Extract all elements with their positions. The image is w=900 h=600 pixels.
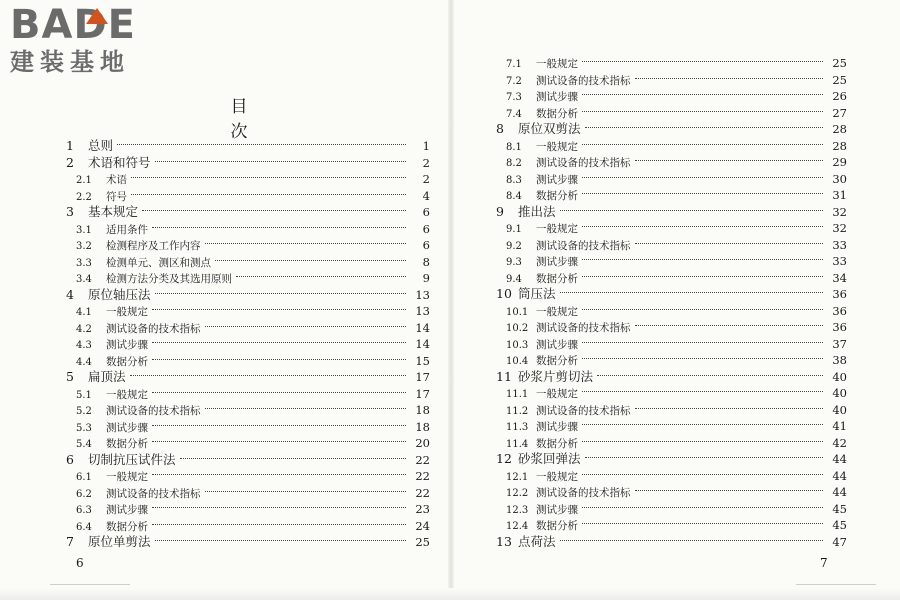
toc-entry-page: 22 — [415, 469, 430, 483]
toc-entry-page: 36 — [832, 320, 847, 334]
toc-entry-number: 4.1 — [76, 307, 92, 318]
toc-entry-number: 9.1 — [506, 224, 522, 235]
toc-leader-dots — [635, 407, 824, 409]
toc-entry-number: 5.1 — [76, 389, 92, 401]
toc-entry-number: 11.2 — [506, 405, 529, 417]
toc-leader-dots — [582, 192, 823, 194]
toc-entry-label: 测试步骤 — [536, 91, 578, 103]
toc-entry-number: 6.3 — [76, 505, 92, 516]
toc-entry-number: 8.2 — [506, 158, 522, 169]
toc-entry-number: 11 — [496, 368, 512, 384]
toc-entry-number: 6.2 — [76, 488, 92, 500]
toc-leader-dots — [582, 357, 823, 359]
toc-entry-label: 术语和符号 — [88, 154, 151, 170]
toc-entry-number: 2.1 — [76, 175, 92, 186]
toc-leader-dots — [582, 176, 823, 178]
toc-entry-label: 测试设备的技术指标 — [536, 239, 631, 252]
toc-leader-dots — [582, 258, 823, 260]
toc-entry-label: 数据分析 — [106, 355, 148, 368]
toc-entry-page: 18 — [415, 403, 430, 417]
toc-entry-label: 检测方法分类及其选用原则 — [106, 273, 232, 285]
toc-entry-page: 17 — [415, 370, 430, 384]
toc-leader-dots — [152, 391, 406, 393]
toc-entry-page: 2 — [422, 155, 430, 170]
toc-entry-label: 适用条件 — [106, 223, 148, 236]
toc-leader-dots — [155, 160, 406, 162]
toc-section-entry[interactable] — [492, 88, 847, 105]
toc-entry-number: 4.3 — [76, 340, 92, 351]
toc-section-entry[interactable] — [62, 435, 430, 452]
toc-entry-number: 8.4 — [506, 191, 522, 202]
toc-entry-page: 28 — [832, 138, 847, 153]
toc-entry-number: 9 — [496, 203, 504, 219]
toc-leader-dots — [560, 291, 823, 293]
toc-entry-number: 5 — [66, 369, 74, 384]
toc-section-entry[interactable] — [492, 171, 847, 188]
toc-leader-dots — [582, 225, 823, 227]
toc-leader-dots — [205, 490, 407, 492]
toc-entry-page: 32 — [832, 221, 847, 235]
toc-chapter-entry[interactable] — [492, 369, 847, 386]
toc-entry-label: 扁顶法 — [88, 369, 126, 384]
toc-leader-dots — [635, 242, 824, 244]
toc-leader-dots — [205, 407, 407, 409]
toc-chapter-entry[interactable] — [62, 204, 430, 221]
toc-entry-label: 一般规定 — [536, 58, 578, 70]
toc-entry-page: 20 — [415, 436, 430, 450]
toc-leader-dots — [152, 506, 406, 508]
toc-section-entry[interactable] — [62, 501, 430, 518]
toc-entry-label: 筒压法 — [518, 286, 556, 301]
toc-entry-number: 6.4 — [76, 521, 92, 533]
toc-entry-number: 5.2 — [76, 406, 92, 417]
toc-section-entry[interactable] — [492, 385, 847, 402]
toc-section-entry[interactable] — [492, 517, 847, 534]
toc-entry-page: 44 — [832, 468, 847, 483]
toc-entry-label: 一般规定 — [536, 140, 578, 153]
toc-entry-page: 22 — [415, 485, 430, 500]
toc-section-entry[interactable] — [492, 55, 847, 72]
toc-entry-page: 25 — [832, 72, 847, 87]
toc-entry-label: 一般规定 — [106, 306, 148, 318]
toc-entry-page: 45 — [832, 501, 847, 516]
toc-leader-dots — [152, 523, 406, 525]
toc-entry-number: 1 — [66, 138, 74, 153]
toc-section-entry[interactable] — [492, 187, 847, 204]
toc-entry-page: 18 — [415, 419, 430, 434]
toc-section-entry[interactable] — [62, 320, 430, 337]
toc-section-entry[interactable] — [62, 468, 430, 485]
toc-entry-page: 27 — [832, 105, 847, 120]
toc-section-entry[interactable] — [492, 270, 847, 287]
toc-entry-label: 一般规定 — [106, 471, 148, 483]
toc-entry-page: 25 — [832, 56, 847, 70]
toc-entry-page: 44 — [832, 452, 847, 466]
toc-entry-number: 12.3 — [506, 504, 529, 516]
left-footer-rule — [50, 584, 130, 585]
toc-entry-number: 5.4 — [76, 439, 92, 450]
toc-entry-page: 33 — [832, 254, 847, 268]
toc-section-entry[interactable] — [492, 237, 847, 254]
toc-entry-page: 6 — [422, 238, 430, 252]
toc-entry-number: 9.3 — [506, 257, 522, 268]
toc-section-entry[interactable] — [492, 501, 847, 518]
toc-entry-label: 推出法 — [518, 203, 556, 219]
toc-leader-dots — [155, 539, 406, 541]
toc-entry-page: 40 — [832, 369, 847, 384]
toc-leader-dots — [205, 325, 407, 327]
toc-section-entry[interactable] — [62, 419, 430, 436]
toc-leader-dots — [560, 539, 823, 541]
toc-entry-label: 数据分析 — [536, 355, 578, 367]
toc-entry-number: 7.1 — [506, 59, 522, 70]
toc-entry-label: 切制抗压试件法 — [88, 451, 176, 467]
toc-section-entry[interactable] — [62, 221, 430, 238]
toc-entry-number: 10.4 — [506, 356, 529, 367]
toc-entry-number: 13 — [496, 533, 512, 549]
toc-entry-label: 数据分析 — [536, 107, 578, 120]
toc-entry-label: 一般规定 — [536, 388, 578, 400]
toc-leader-dots — [180, 457, 406, 459]
toc-entry-page: 40 — [832, 402, 847, 417]
toc-leader-dots — [117, 143, 406, 145]
toc-leader-dots — [582, 308, 823, 310]
toc-entry-number: 4.4 — [76, 356, 92, 368]
toc-entry-label: 数据分析 — [536, 520, 578, 532]
toc-entry-page: 24 — [415, 518, 430, 533]
toc-entry-page: 14 — [415, 337, 430, 351]
toc-leader-dots — [205, 242, 407, 244]
toc-section-entry[interactable] — [492, 303, 847, 320]
toc-entry-label: 符号 — [106, 190, 127, 203]
toc-entry-number: 3 — [66, 204, 74, 219]
toc-section-entry[interactable] — [492, 72, 847, 89]
toc-entry-number: 3.4 — [76, 274, 92, 285]
toc-entry-label: 数据分析 — [536, 272, 578, 285]
toc-section-entry[interactable] — [62, 402, 430, 419]
toc-section-entry[interactable] — [62, 386, 430, 403]
toc-entry-page: 29 — [832, 155, 847, 169]
toc-entry-label: 原位双剪法 — [518, 121, 581, 136]
toc-entry-page: 30 — [832, 171, 847, 186]
toc-leader-dots — [582, 473, 823, 475]
toc-chapter-entry[interactable] — [62, 155, 430, 172]
toc-leader-dots — [582, 143, 823, 145]
toc-leader-dots — [582, 110, 823, 112]
toc-entry-label: 测试步骤 — [536, 338, 578, 351]
toc-entry-number: 2 — [66, 154, 74, 170]
toc-entry-number: 10 — [496, 286, 512, 301]
toc-entry-number: 12.4 — [506, 521, 529, 532]
toc-entry-label: 测试步骤 — [106, 504, 148, 516]
toc-entry-number: 7 — [66, 534, 74, 549]
toc-chapter-entry[interactable] — [492, 451, 847, 468]
toc-entry-label: 一般规定 — [536, 223, 578, 235]
toc-section-entry[interactable] — [492, 336, 847, 353]
toc-chapter-entry[interactable] — [492, 286, 847, 303]
toc-entry-label: 一般规定 — [536, 305, 578, 318]
toc-entry-label: 测试设备的技术指标 — [106, 405, 201, 417]
toc-section-entry[interactable] — [492, 319, 847, 336]
toc-entry-page: 47 — [832, 534, 847, 549]
toc-entry-number: 7.3 — [506, 92, 522, 103]
toc-entry-number: 12.2 — [506, 488, 529, 499]
toc-entry-label: 测试设备的技术指标 — [106, 487, 201, 500]
bade-logo — [10, 4, 180, 76]
toc-entry-number: 5.3 — [76, 422, 92, 434]
toc-entry-page: 14 — [415, 320, 430, 335]
toc-section-entry[interactable] — [62, 518, 430, 535]
toc-entry-label: 测试设备的技术指标 — [106, 322, 201, 335]
toc-entry-number: 12 — [496, 451, 512, 466]
toc-entry-label: 总则 — [88, 138, 114, 153]
toc-entry-page: 23 — [415, 502, 430, 516]
toc-entry-page: 31 — [832, 188, 847, 202]
toc-entry-page: 2 — [422, 172, 430, 186]
toc-chapter-entry[interactable] — [492, 121, 847, 138]
toc-entry-number: 6.1 — [76, 472, 92, 483]
toc-entry-page: 6 — [422, 205, 430, 219]
toc-leader-dots — [215, 259, 406, 261]
toc-entry-label: 数据分析 — [106, 520, 148, 533]
toc-entry-page: 34 — [832, 270, 847, 285]
toc-section-entry[interactable] — [62, 171, 430, 188]
toc-entry-number: 6 — [66, 451, 74, 467]
toc-leader-dots — [582, 93, 823, 95]
logo-brand-text: BADE — [10, 2, 136, 48]
toc-entry-page: 37 — [832, 336, 847, 351]
toc-leader-dots — [152, 341, 406, 343]
toc-right-column — [492, 55, 847, 550]
page-gutter — [448, 0, 454, 600]
toc-entry-label: 测试步骤 — [536, 503, 578, 516]
toc-section-entry[interactable] — [492, 402, 847, 419]
toc-section-entry[interactable] — [492, 435, 847, 452]
toc-leader-dots — [236, 275, 406, 277]
toc-entry-label: 测试步骤 — [536, 256, 578, 268]
toc-leader-dots — [582, 390, 823, 392]
toc-section-entry[interactable] — [62, 336, 430, 353]
toc-entry-page: 36 — [832, 287, 847, 301]
toc-entry-number: 7.4 — [506, 108, 522, 120]
toc-entry-label: 测试设备的技术指标 — [536, 487, 631, 499]
toc-entry-number: 8.1 — [506, 141, 522, 153]
toc-entry-number: 12.1 — [506, 471, 529, 483]
toc-entry-number: 8 — [496, 121, 504, 136]
toc-leader-dots — [155, 292, 406, 294]
toc-left-column — [62, 138, 430, 551]
toc-entry-label: 数据分析 — [106, 438, 148, 450]
toc-entry-label: 测试步骤 — [536, 421, 578, 433]
toc-entry-number: 7.2 — [506, 75, 522, 87]
toc-entry-label: 数据分析 — [536, 190, 578, 202]
toc-entry-page: 40 — [832, 386, 847, 400]
toc-leader-dots — [131, 176, 406, 178]
toc-entry-label: 一般规定 — [106, 388, 148, 401]
right-footer-rule — [796, 584, 876, 585]
toc-leader-dots — [152, 473, 406, 475]
toc-entry-number: 11.4 — [506, 438, 529, 450]
toc-entry-number: 10.3 — [506, 339, 529, 351]
toc-section-entry[interactable] — [62, 254, 430, 271]
toc-entry-number: 3.3 — [76, 257, 92, 269]
toc-section-entry[interactable] — [62, 270, 430, 287]
toc-entry-number: 10.2 — [506, 323, 529, 334]
toc-leader-dots — [582, 506, 823, 508]
toc-entry-label: 测试设备的技术指标 — [536, 157, 631, 169]
right-page-number: 7 — [820, 556, 828, 570]
toc-entry-page: 32 — [832, 204, 847, 219]
toc-entry-label: 测试设备的技术指标 — [536, 404, 631, 417]
toc-chapter-entry[interactable] — [492, 204, 847, 221]
toc-leader-dots — [560, 209, 823, 211]
toc-entry-page: 28 — [832, 122, 847, 136]
toc-entry-label: 测试设备的技术指标 — [536, 322, 631, 334]
toc-leader-dots — [130, 374, 406, 376]
toc-entry-label: 点荷法 — [518, 533, 556, 549]
toc-leader-dots — [152, 308, 406, 310]
toc-entry-page: 42 — [832, 435, 847, 450]
toc-leader-dots — [152, 226, 406, 228]
toc-section-entry[interactable] — [492, 154, 847, 171]
toc-entry-number: 10.1 — [506, 306, 529, 318]
toc-section-entry[interactable] — [492, 468, 847, 485]
logo-triangle-icon — [86, 8, 108, 24]
toc-entry-page: 41 — [832, 419, 847, 433]
toc-entry-page: 13 — [415, 287, 430, 302]
toc-entry-label: 测试设备的技术指标 — [536, 74, 631, 87]
toc-section-entry[interactable] — [492, 352, 847, 369]
toc-section-entry[interactable] — [492, 220, 847, 237]
toc-entry-label: 一般规定 — [536, 470, 578, 483]
toc-section-entry[interactable] — [62, 188, 430, 205]
logo-subtitle: 建装基地 — [10, 48, 130, 76]
toc-entry-label: 术语 — [106, 174, 127, 186]
toc-entry-label: 测试步骤 — [536, 173, 578, 186]
toc-chapter-entry[interactable] — [62, 369, 430, 386]
toc-chapter-entry[interactable] — [62, 138, 430, 155]
toc-leader-dots — [582, 522, 823, 524]
toc-section-entry[interactable] — [492, 105, 847, 122]
toc-leader-dots — [582, 440, 823, 442]
toc-entry-number: 8.3 — [506, 174, 522, 186]
toc-entry-number: 3.1 — [76, 224, 92, 236]
toc-section-entry[interactable] — [492, 484, 847, 501]
toc-entry-page: 4 — [422, 188, 430, 203]
toc-leader-dots — [635, 324, 824, 326]
toc-title: 目 次 — [230, 97, 270, 142]
toc-entry-page: 26 — [832, 89, 847, 103]
toc-entry-page: 45 — [832, 518, 847, 532]
toc-entry-number: 2.2 — [76, 191, 92, 203]
toc-entry-page: 17 — [415, 386, 430, 401]
toc-leader-dots — [152, 424, 406, 426]
toc-entry-label: 数据分析 — [536, 437, 578, 450]
toc-entry-page: 33 — [832, 237, 847, 252]
toc-entry-page: 22 — [415, 452, 430, 467]
toc-leader-dots — [635, 489, 824, 491]
toc-entry-number: 4.2 — [76, 323, 92, 335]
toc-leader-dots — [582, 60, 823, 62]
toc-entry-page: 25 — [415, 535, 430, 549]
toc-entry-page: 38 — [832, 353, 847, 367]
toc-entry-label: 检测程序及工作内容 — [106, 240, 201, 252]
toc-section-entry[interactable] — [62, 303, 430, 320]
toc-section-entry[interactable] — [62, 237, 430, 254]
toc-chapter-entry[interactable] — [62, 534, 430, 551]
toc-entry-page: 9 — [422, 271, 430, 285]
toc-entry-label: 原位单剪法 — [88, 534, 151, 549]
toc-entry-number: 9.2 — [506, 240, 522, 252]
toc-leader-dots — [597, 374, 823, 376]
toc-entry-page: 44 — [832, 485, 847, 499]
toc-chapter-entry[interactable] — [62, 452, 430, 469]
toc-section-entry[interactable] — [492, 253, 847, 270]
toc-leader-dots — [635, 77, 824, 79]
toc-entry-number: 3.2 — [76, 241, 92, 252]
toc-entry-page: 13 — [415, 304, 430, 318]
toc-leader-dots — [131, 193, 406, 195]
toc-section-entry[interactable] — [62, 353, 430, 370]
toc-entry-page: 8 — [422, 254, 430, 269]
toc-entry-number: 11.1 — [506, 389, 529, 400]
toc-chapter-entry[interactable] — [62, 287, 430, 304]
toc-leader-dots — [152, 440, 406, 442]
toc-entry-label: 砂浆片剪切法 — [518, 368, 594, 384]
toc-leader-dots — [635, 159, 824, 161]
page-bottom-edge — [0, 588, 900, 600]
left-page-number: 6 — [76, 556, 84, 570]
toc-entry-number: 9.4 — [506, 273, 522, 285]
toc-leader-dots — [152, 358, 406, 360]
toc-entry-page: 15 — [415, 353, 430, 368]
toc-entry-page: 36 — [832, 303, 847, 318]
toc-entry-label: 测试步骤 — [106, 339, 148, 351]
toc-section-entry[interactable] — [492, 418, 847, 435]
toc-entry-label: 原位轴压法 — [88, 286, 151, 302]
toc-leader-dots — [582, 423, 823, 425]
toc-leader-dots — [582, 341, 823, 343]
toc-entry-number: 4 — [66, 286, 74, 302]
toc-section-entry[interactable] — [492, 138, 847, 155]
toc-chapter-entry[interactable] — [492, 534, 847, 551]
toc-entry-label: 测试步骤 — [106, 421, 148, 434]
toc-entry-label: 检测单元、测区和测点 — [106, 256, 211, 269]
toc-leader-dots — [142, 209, 406, 211]
toc-section-entry[interactable] — [62, 485, 430, 502]
toc-leader-dots — [585, 126, 823, 128]
toc-entry-page: 1 — [422, 139, 430, 153]
toc-entry-number: 11.3 — [506, 422, 529, 433]
toc-entry-page: 6 — [422, 221, 430, 236]
toc-entry-label: 砂浆回弹法 — [518, 451, 581, 466]
toc-entry-label: 基本规定 — [88, 204, 139, 219]
toc-leader-dots — [582, 275, 823, 277]
toc-leader-dots — [585, 456, 823, 458]
